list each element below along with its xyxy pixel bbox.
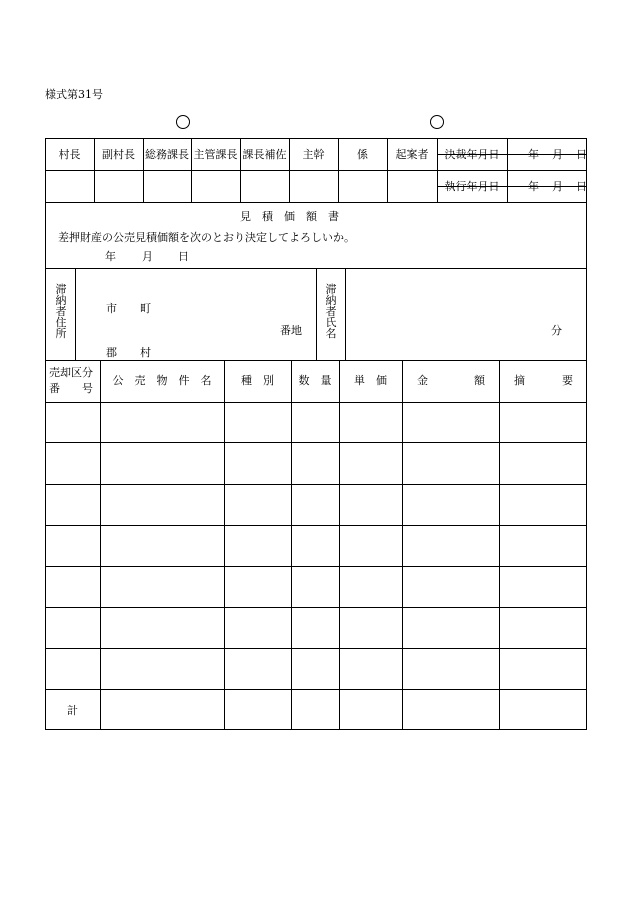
estimate-statement: 差押財産の公売見積価額を次のとおり決定してよろしいか。 xyxy=(58,231,355,244)
execution-date-label: 執行年月日 xyxy=(444,180,500,193)
date-month: 月 xyxy=(552,148,563,161)
rule xyxy=(345,268,346,360)
date-month: 月 xyxy=(552,180,563,193)
header-remarks: 要 xyxy=(562,374,573,387)
header-amount: 額 xyxy=(474,374,485,387)
rule xyxy=(75,268,76,360)
rule xyxy=(45,170,587,171)
estimate-date-day: 日 xyxy=(178,250,189,263)
header-category: 売却区分 xyxy=(49,366,93,379)
role-label: 副村長 xyxy=(102,148,135,161)
decision-date-label: 決裁年月日 xyxy=(444,148,500,161)
date-year: 年 xyxy=(528,180,539,193)
header-unit-price: 単 価 xyxy=(354,374,387,387)
estimate-title: 見 積 価 額 書 xyxy=(240,210,339,223)
rule xyxy=(45,360,587,361)
rule xyxy=(45,566,587,567)
rule xyxy=(507,138,508,202)
estimate-date-month: 月 xyxy=(142,250,153,263)
address-county: 郡 xyxy=(106,346,117,359)
rule xyxy=(45,442,587,443)
header-remarks: 摘 xyxy=(514,374,525,387)
date-year: 年 xyxy=(528,148,539,161)
date-day: 日 xyxy=(576,180,587,193)
name-portion: 分 xyxy=(551,324,562,337)
rule xyxy=(45,202,587,203)
rule xyxy=(45,648,587,649)
rule xyxy=(339,360,340,730)
punch-hole-circle xyxy=(430,115,444,129)
role-label: 主幹 xyxy=(302,148,325,161)
address-lot: 番地 xyxy=(280,324,302,337)
punch-hole-circle xyxy=(176,115,190,129)
rule xyxy=(45,689,587,690)
role-label: 課長補佐 xyxy=(242,148,287,161)
rule xyxy=(499,360,500,730)
role-label: 総務課長 xyxy=(145,148,189,161)
rule xyxy=(45,402,587,403)
header-type: 種 別 xyxy=(241,374,274,387)
rule xyxy=(402,360,403,730)
role-label: 係 xyxy=(357,148,368,161)
rule xyxy=(291,360,292,730)
rule xyxy=(45,525,587,526)
rule xyxy=(45,484,587,485)
rule xyxy=(316,268,317,360)
delinquent-address-label: 滞納者住所 xyxy=(55,283,67,340)
rule xyxy=(45,607,587,608)
form-number: 様式第31号 xyxy=(45,88,103,101)
address-village: 村 xyxy=(140,346,151,359)
role-label: 起案者 xyxy=(395,148,429,161)
rule xyxy=(100,360,101,730)
rule xyxy=(224,360,225,730)
role-label: 村長 xyxy=(58,148,81,161)
form-frame xyxy=(45,138,587,730)
date-day: 日 xyxy=(576,148,587,161)
header-property-name: 公 売 物 件 名 xyxy=(112,374,212,387)
estimate-date-year: 年 xyxy=(105,250,116,263)
header-quantity: 数 量 xyxy=(298,374,332,387)
address-town: 町 xyxy=(140,302,151,315)
total-label: 計 xyxy=(67,704,78,717)
delinquent-name-label: 滞納者氏名 xyxy=(325,283,337,340)
header-amount: 金 xyxy=(417,374,428,387)
header-number: 番 号 xyxy=(49,382,93,395)
address-city: 市 xyxy=(106,302,117,315)
role-label: 主管課長 xyxy=(193,148,238,161)
